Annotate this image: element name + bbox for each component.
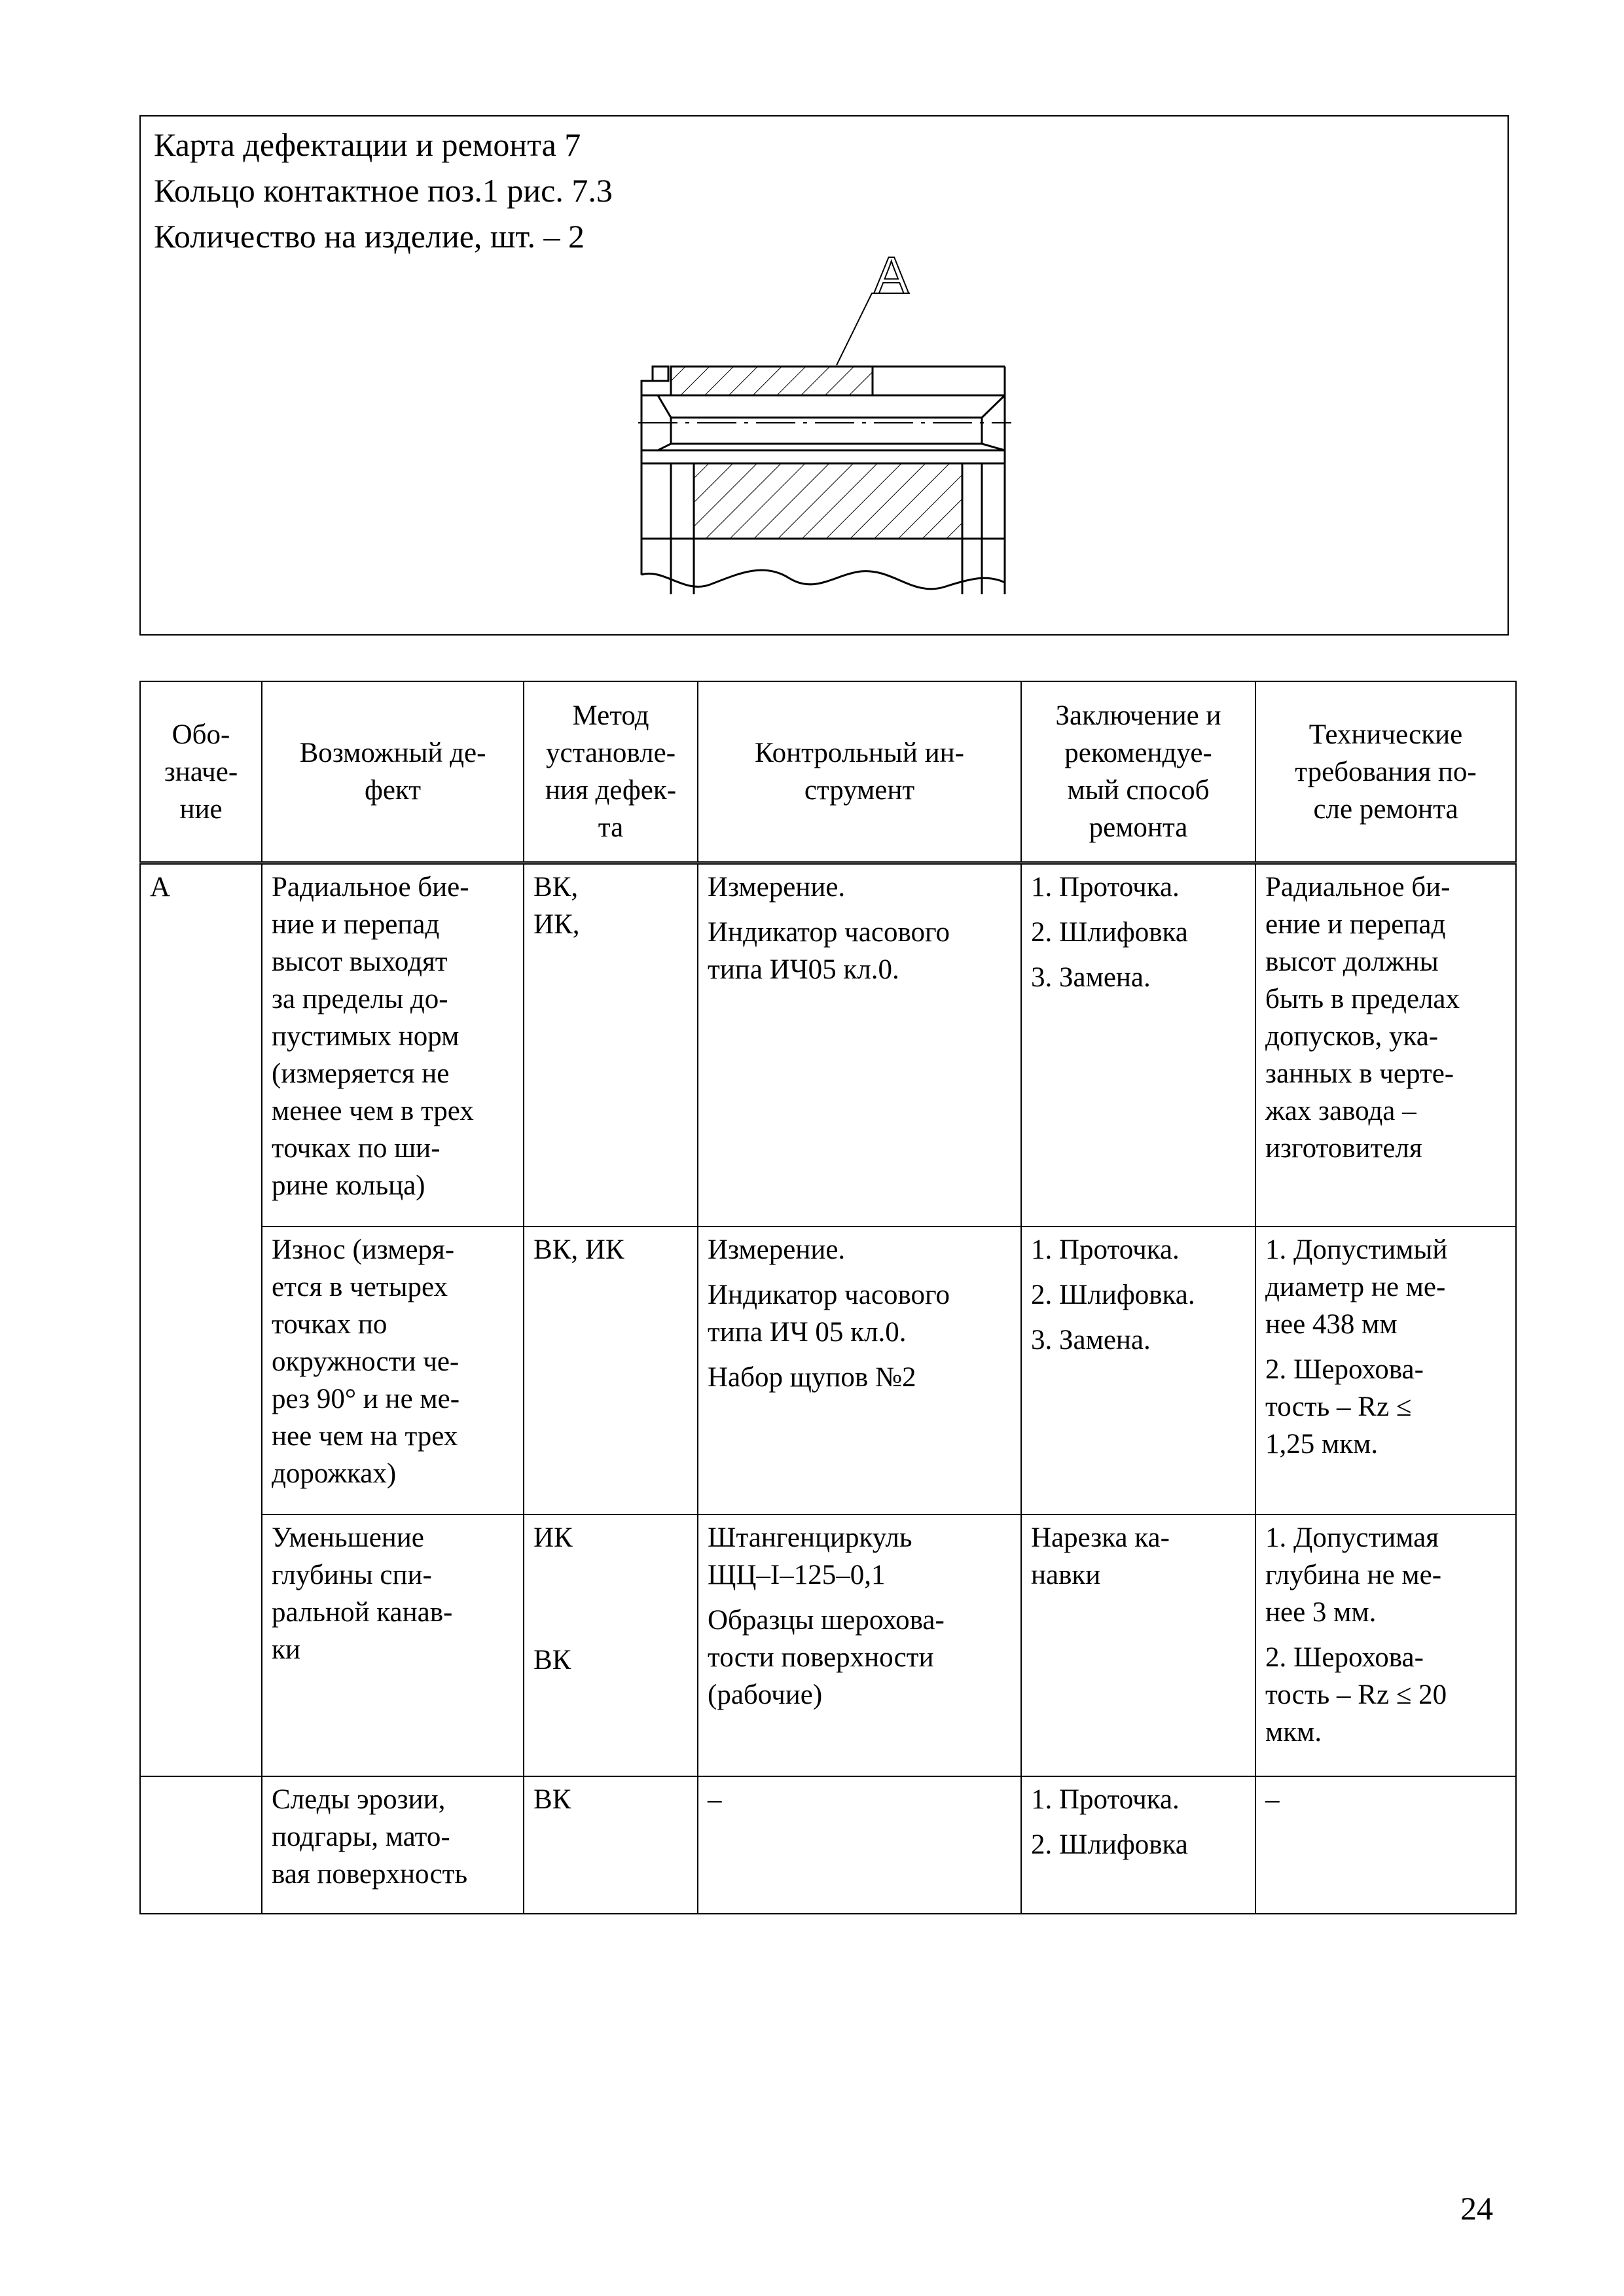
instrument-cell: Измерение. Индикатор часового типа ИЧ 05 кл.0. Набор щупов №2 bbox=[698, 1227, 1021, 1515]
conclusion-cell: Нарезка ка- навки bbox=[1021, 1515, 1255, 1776]
table-header-row bbox=[140, 681, 1516, 863]
conclusion-cell: 1. Проточка. 2. Шлифовка. 3. Замена. bbox=[1021, 1227, 1255, 1515]
method-cell: ВК, ИК, bbox=[524, 863, 698, 1227]
column-header: Возможный де- фект bbox=[262, 681, 524, 863]
defect-card-header bbox=[139, 115, 1509, 636]
table-row bbox=[140, 1776, 1516, 1914]
table-row bbox=[140, 1227, 1516, 1515]
page-number: 24 bbox=[1460, 2190, 1493, 2227]
designation-cell bbox=[140, 1776, 262, 1914]
callout-label: А bbox=[874, 246, 909, 304]
method-cell: ВК bbox=[524, 1776, 698, 1914]
designation-cell: А bbox=[140, 863, 262, 1776]
column-header: Метод установле- ния дефек- та bbox=[524, 681, 698, 863]
table-row bbox=[140, 1515, 1516, 1776]
instrument-cell: Измерение. Индикатор часового типа ИЧ05 кл.0. bbox=[698, 863, 1021, 1227]
column-header: Обо- значе- ние bbox=[140, 681, 262, 863]
column-header: Технические требования по- сле ремонта bbox=[1255, 681, 1516, 863]
instrument-cell: – bbox=[698, 1776, 1021, 1914]
defect-cell: Радиальное бие- ние и перепад высот выходят за пределы до- пустимых норм (измеряется не менее чем в трех точках по ши- рине кольца) bbox=[262, 863, 524, 1227]
table-row bbox=[140, 863, 1516, 1227]
conclusion-cell: 1. Проточка. 2. Шлифовка bbox=[1021, 1776, 1255, 1914]
requirements-cell: 1. Допустимый диаметр не ме- нее 438 мм 2. Шерохова- тость – Rz ≤ 1,25 мкм. bbox=[1255, 1227, 1516, 1515]
requirements-cell: Радиальное би- ение и перепад высот должны быть в пределах допусков, ука- занных в черте- жах завода – изготовителя bbox=[1255, 863, 1516, 1227]
column-header: Контрольный ин- струмент bbox=[698, 681, 1021, 863]
requirements-cell: – bbox=[1255, 1776, 1516, 1914]
method-cell: ИК ВК bbox=[524, 1515, 698, 1776]
part-name: Кольцо контактное поз.1 рис. 7.3 bbox=[154, 172, 613, 209]
instrument-cell: Штангенциркуль ЩЦ–I–125–0,1 Образцы шерохова- тости поверхности (рабочие) bbox=[698, 1515, 1021, 1776]
column-header: Заключение и рекомендуе- мый способ ремонта bbox=[1021, 681, 1255, 863]
defect-cell: Износ (измеря- ется в четырех точках по окружности че- рез 90° и не ме- нее чем на трех дорожках) bbox=[262, 1227, 524, 1515]
defect-table bbox=[139, 681, 1517, 1914]
conclusion-cell: 1. Проточка. 2. Шлифовка 3. Замена. bbox=[1021, 863, 1255, 1227]
defect-cell: Уменьшение глубины спи- ральной канав- ки bbox=[262, 1515, 524, 1776]
method-cell: ВК, ИК bbox=[524, 1227, 698, 1515]
card-title: Карта дефектации и ремонта 7 bbox=[154, 126, 581, 163]
requirements-cell: 1. Допустимая глубина не ме- нее 3 мм. 2. Шерохова- тость – Rz ≤ 20 мкм. bbox=[1255, 1515, 1516, 1776]
ring-section-drawing bbox=[141, 117, 1507, 634]
part-quantity: Количество на изделие, шт. – 2 bbox=[154, 218, 585, 255]
defect-cell: Следы эрозии, подгары, мато- вая поверхность bbox=[262, 1776, 524, 1914]
